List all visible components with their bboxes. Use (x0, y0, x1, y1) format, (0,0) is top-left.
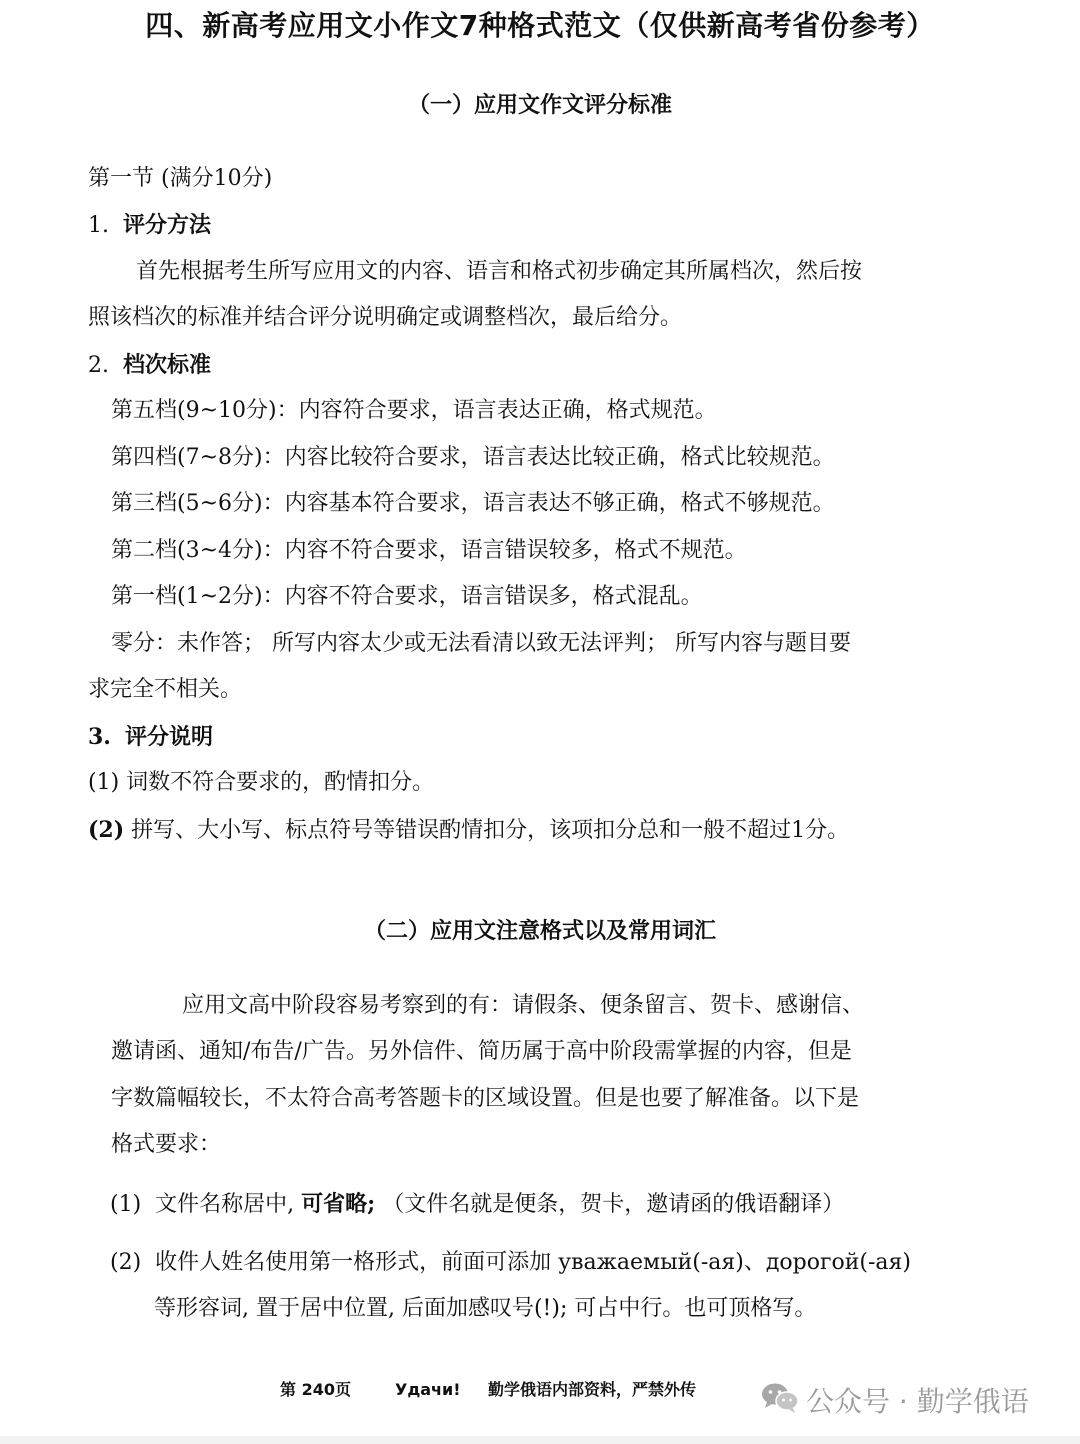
part-label: 第一节 (满分10分) (88, 166, 273, 191)
item-note: （文件名就是便条，贺卡，邀请函的俄语翻译） (382, 1192, 845, 1217)
item-number: (2) (110, 1250, 142, 1275)
footer-page-number: 第 240页 (280, 1380, 351, 1399)
item-number: (1) (110, 1192, 142, 1217)
method-line-1: 首先根据考生所写应用文的内容、语言和格式初步确定其所属档次，然后按 (136, 259, 863, 284)
item-text: 收件人姓名使用第一格形式，前面可添加 уважаемый(-ая)、дорогой(-ая) (155, 1250, 912, 1275)
subheading-number: 1. (88, 213, 109, 238)
section-heading-format: （二）应用文注意格式以及常用词汇 (363, 919, 716, 944)
intro-line-2: 邀请函、通知/布告/广告。另外信件、简历属于高中阶段需掌握的内容，但是 (111, 1039, 852, 1064)
page-bottom-edge (0, 1436, 1080, 1444)
page-title: 四、新高考应用文小作文7种格式范文（仅供新高考省份参考） (145, 9, 935, 42)
level-1: 第一档(1~2分)：内容不符合要求，语言错误多，格式混乱。 (111, 584, 703, 609)
subheading-label: 评分说明 (124, 724, 213, 750)
subheading-label: 评分方法 (123, 212, 212, 238)
note-number: (1) (88, 770, 120, 795)
note-text: 词数不符合要求的，酌情扣分。 (126, 770, 435, 795)
level-2: 第二档(3~4分)：内容不符合要求，语言错误较多，格式不规范。 (111, 538, 747, 563)
subheading-label: 档次标准 (123, 352, 212, 378)
intro-line-1: 应用文高中阶段容易考察到的有：请假条、便条留言、贺卡、感谢信、 (182, 993, 865, 1018)
wechat-icon (760, 1380, 800, 1421)
note-number: (2) (88, 817, 125, 843)
subheading-notes (88, 720, 213, 755)
footer-wish: Удачи! (395, 1380, 461, 1399)
intro-line-4: 格式要求： (111, 1132, 222, 1157)
level-4: 第四档(7~8分)：内容比较符合要求，语言表达比较正确，格式比较规范。 (111, 445, 835, 470)
subheading-number: 3. (88, 724, 111, 750)
item-emphasis: 可省略; (301, 1191, 376, 1217)
method-line-2: 照该档次的标准并结合评分说明确定或调整档次，最后给分。 (88, 305, 683, 330)
format-item-2-line-2: 等形容词, 置于居中位置, 后面加感叹号(!); 可占中行。也可顶格写。 (154, 1296, 817, 1321)
watermark-text: 公众号 · 勤学俄语 (806, 1385, 1029, 1418)
format-item-2 (110, 1246, 911, 1280)
item-text: 文件名称居中, (155, 1192, 295, 1217)
note-1 (88, 766, 434, 800)
footer-notice: 勤学俄语内部资料，严禁外传 (488, 1380, 697, 1399)
subheading-levels (88, 348, 211, 383)
subheading-number: 2. (88, 353, 109, 378)
note-2 (88, 813, 849, 848)
note-text: 拼写、大小写、标点符号等错误酌情扣分，该项扣分总和一般不超过1分。 (131, 818, 850, 843)
watermark (760, 1380, 1029, 1420)
level-5: 第五档(9~10分)：内容符合要求，语言表达正确，格式规范。 (111, 398, 717, 423)
intro-line-3: 字数篇幅较长，不太符合高考答题卡的区域设置。但是也要了解准备。以下是 (111, 1086, 860, 1111)
subheading-method (88, 208, 211, 243)
level-3: 第三档(5~6分)：内容基本符合要求，语言表达不够正确，格式不够规范。 (111, 491, 835, 516)
format-item-1 (110, 1187, 844, 1222)
zero-score-line-1: 零分：未作答； 所写内容太少或无法看清以致无法评判； 所写内容与题目要 (111, 631, 851, 656)
section-heading-scoring: （一）应用文作文评分标准 (407, 93, 672, 118)
zero-score-line-2: 求完全不相关。 (88, 677, 243, 702)
